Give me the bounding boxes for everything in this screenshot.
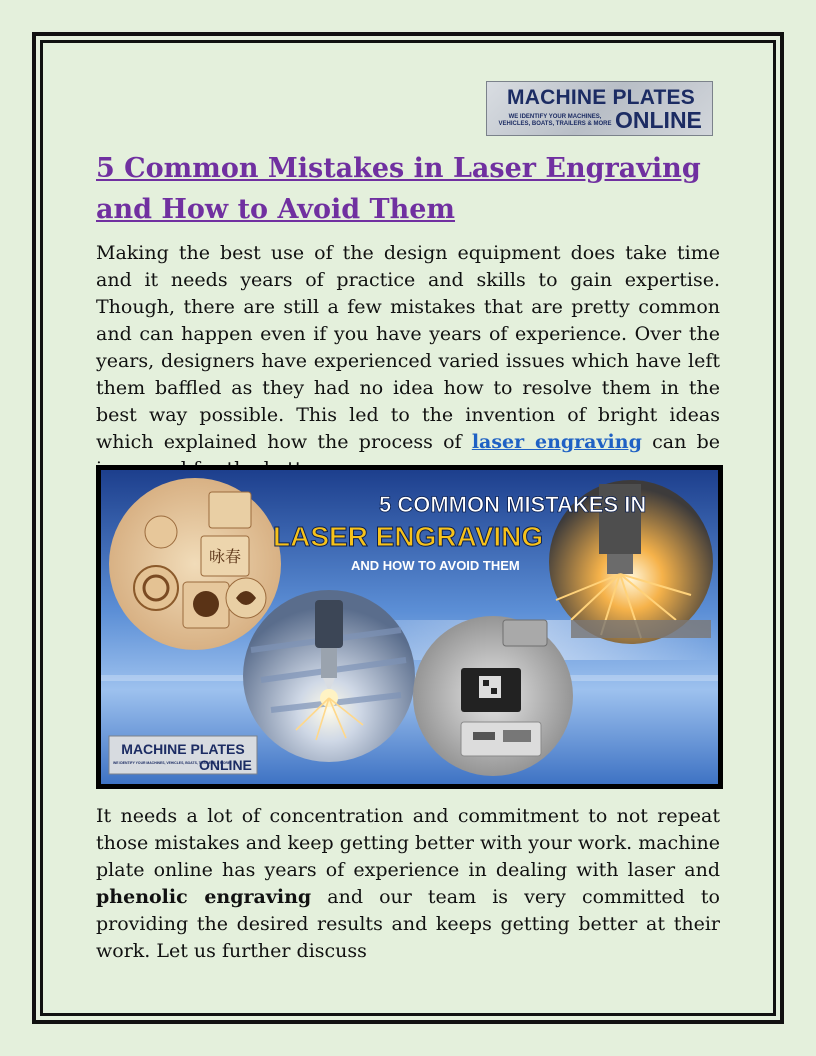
intro-text-start: Making the best use of the design equipment does take time and it needs years of practice and skills to gain expertise. Though, there are still a few mistakes that are pretty common and can happen even if you have years of experience. Over the years, designers have experienced varied issues which have left them baffled as they had no idea how to resolve them in the best way possible. This led to the invention of bright ideas which explained how the process of	[96, 242, 720, 453]
banner-heading-line1: 5 COMMON MISTAKES IN	[379, 492, 647, 517]
banner-image-canvas	[101, 470, 718, 784]
svg-text:咏春: 咏春	[208, 547, 242, 566]
banner-logo	[109, 736, 257, 774]
intro-text-end: can be	[652, 431, 720, 453]
laser-engraving-link[interactable]: laser engraving	[471, 431, 642, 453]
intro-paragraph	[96, 240, 720, 483]
logo-line2: ONLINE	[615, 107, 702, 133]
banner-logo-line1: MACHINE PLATES	[121, 741, 245, 757]
banner-logo-tagline: WE IDENTIFY YOUR MACHINES, VEHICLES, BOATS, TRAILERS & MORE	[113, 761, 231, 765]
banner-heading-line2: LASER ENGRAVING	[273, 521, 544, 552]
wood-engraving-photo	[109, 478, 281, 650]
company-logo[interactable]	[486, 81, 713, 136]
engraved-plates-photo	[413, 616, 573, 776]
logo-tagline: WE IDENTIFY YOUR MACHINES, VEHICLES, BOATS, TRAILERS & MORE	[498, 114, 612, 127]
banner-illustration	[101, 470, 718, 784]
banner-heading-line3: AND HOW TO AVOID THEM	[351, 558, 520, 573]
body-paragraph	[96, 803, 720, 965]
phenolic-engraving-term: phenolic engraving	[96, 886, 312, 908]
banner-logo-line2: ONLINE	[199, 757, 252, 773]
banner-image	[96, 465, 723, 789]
logo-line1: MACHINE PLATES	[507, 86, 695, 109]
body-text-start: It needs a lot of concentration and commitment to not repeat those mistakes and keep getting better with your work. machine plate online has years of experience in dealing with laser and	[96, 805, 720, 881]
article-title: 5 Common Mistakes in Laser Engraving and How to Avoid Them	[96, 153, 701, 225]
body-text-end: and our team is very committed to providing the desired results and keeps getting better at their work. Let us further discuss	[96, 886, 720, 962]
laser-head-photo	[243, 590, 415, 762]
